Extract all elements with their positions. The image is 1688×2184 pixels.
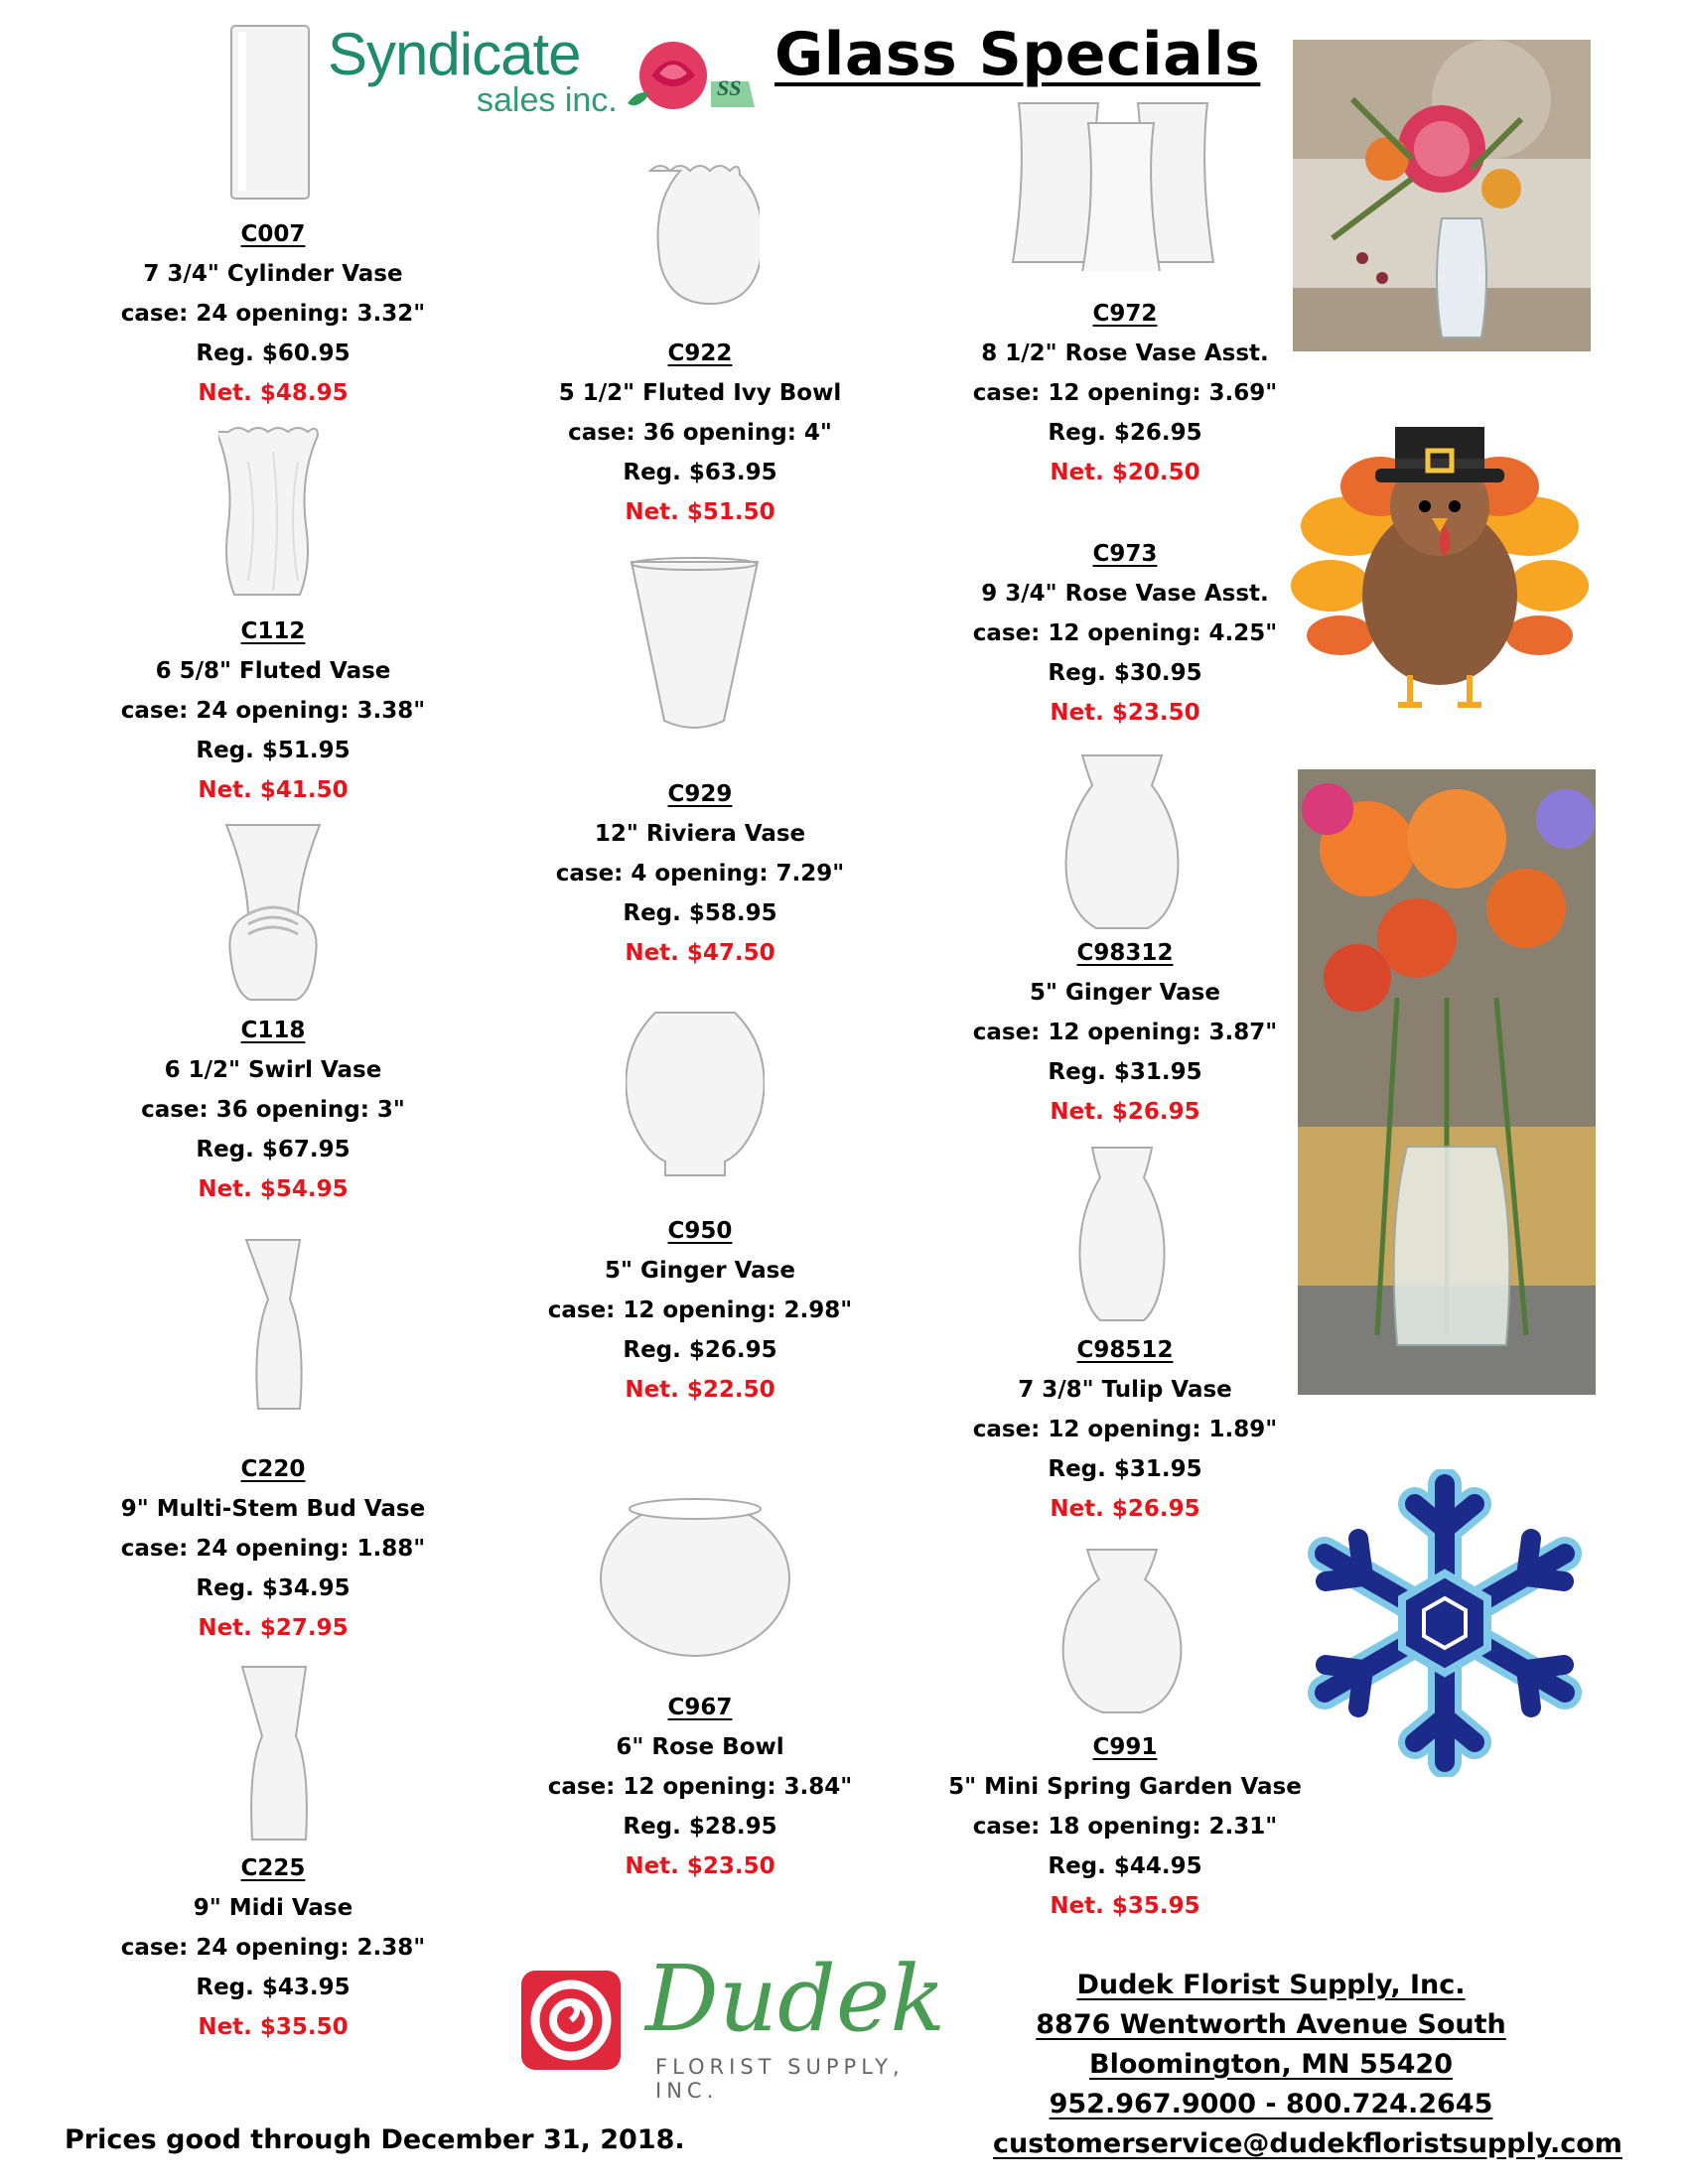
fluted-ivy-bowl-image xyxy=(631,159,760,328)
dudek-logo-sub: FLORIST SUPPLY, INC. xyxy=(655,2055,905,2103)
syndicate-badge: SS xyxy=(717,75,742,100)
product-reg-price: Reg. $44.95 xyxy=(1048,1853,1202,1879)
product-name: 6" Rose Bowl xyxy=(616,1734,784,1760)
product-case: case: 24 opening: 3.38" xyxy=(120,698,426,724)
riviera-vase-image xyxy=(628,556,762,740)
product-name: 6 5/8" Fluted Vase xyxy=(155,658,391,684)
product-case: case: 12 opening: 3.69" xyxy=(972,380,1278,406)
rose-vase-assortment-image xyxy=(1003,97,1221,271)
product-net-price: Net. $22.50 xyxy=(625,1377,775,1403)
product-sku: C225 xyxy=(240,1855,306,1881)
product-c112 xyxy=(65,612,482,810)
product-net-price: Net. $26.95 xyxy=(1050,1496,1200,1522)
page-title: Glass Specials xyxy=(774,20,1261,89)
company-email[interactable]: customerservice@dudekfloristsupply.com xyxy=(993,2128,1622,2159)
product-sku: C950 xyxy=(667,1218,733,1244)
product-c973 xyxy=(916,534,1334,733)
product-c007 xyxy=(65,214,482,413)
product-name: 7 3/4" Cylinder Vase xyxy=(143,261,403,287)
product-name: 7 3/8" Tulip Vase xyxy=(1018,1377,1232,1403)
product-reg-price: Reg. $58.95 xyxy=(623,900,777,926)
company-phones: 952.967.9000 - 800.724.2645 xyxy=(1049,2089,1493,2119)
product-net-price: Net. $54.95 xyxy=(198,1176,349,1202)
product-sku: C922 xyxy=(667,341,733,366)
product-net-price: Net. $20.50 xyxy=(1050,460,1200,485)
dudek-logo-name: Dudek xyxy=(645,1946,946,2052)
product-net-price: Net. $35.95 xyxy=(1050,1893,1200,1919)
product-c922 xyxy=(492,334,909,532)
product-net-price: Net. $27.95 xyxy=(198,1615,349,1641)
autumn-bouquet-photo xyxy=(1293,40,1591,351)
product-c118 xyxy=(65,1011,482,1209)
product-name: 9 3/4" Rose Vase Asst. xyxy=(981,581,1269,607)
product-c225 xyxy=(65,1848,482,2047)
fluted-vase-image xyxy=(218,422,328,606)
company-street: 8876 Wentworth Avenue South xyxy=(1036,2009,1506,2040)
product-name: 9" Midi Vase xyxy=(193,1895,353,1921)
syndicate-brand-sub: sales inc. xyxy=(477,81,618,119)
product-name: 6 1/2" Swirl Vase xyxy=(164,1057,382,1083)
product-sku: C98512 xyxy=(1076,1337,1174,1363)
company-address-block xyxy=(993,1966,1622,2164)
product-reg-price: Reg. $43.95 xyxy=(196,1975,351,2000)
product-case: case: 12 opening: 2.98" xyxy=(547,1297,853,1323)
product-sku: C98312 xyxy=(1076,940,1174,966)
orange-roses-bouquet-photo xyxy=(1298,769,1596,1395)
product-name: 5 1/2" Fluted Ivy Bowl xyxy=(558,380,842,406)
product-case: case: 36 opening: 3" xyxy=(141,1097,405,1123)
company-name: Dudek Florist Supply, Inc. xyxy=(1076,1970,1466,2000)
product-sku: C118 xyxy=(240,1018,306,1043)
multi-stem-bud-vase-image xyxy=(238,1236,308,1425)
product-case: case: 18 opening: 2.31" xyxy=(972,1814,1278,1840)
product-sku: C972 xyxy=(1092,301,1158,327)
company-city: Bloomington, MN 55420 xyxy=(1088,2049,1453,2080)
dudek-logo xyxy=(516,1946,946,2103)
product-case: case: 12 opening: 3.87" xyxy=(972,1020,1278,1045)
product-sku: C112 xyxy=(240,618,306,644)
product-reg-price: Reg. $63.95 xyxy=(623,460,777,485)
product-c950 xyxy=(492,1211,909,1410)
product-reg-price: Reg. $60.95 xyxy=(196,341,351,366)
snowflake-icon xyxy=(1291,1469,1599,1777)
product-name: 9" Multi-Stem Bud Vase xyxy=(120,1496,426,1522)
syndicate-logo xyxy=(328,20,765,119)
product-c972 xyxy=(916,294,1334,492)
product-reg-price: Reg. $34.95 xyxy=(196,1575,351,1601)
product-case: case: 24 opening: 2.38" xyxy=(120,1935,426,1961)
dudek-rose-logo xyxy=(516,1966,626,2075)
product-c98312 xyxy=(916,933,1334,1132)
cylinder-vase-image xyxy=(226,22,316,205)
product-sku: C967 xyxy=(667,1695,733,1720)
product-sku: C991 xyxy=(1092,1734,1158,1760)
product-reg-price: Reg. $67.95 xyxy=(196,1137,351,1162)
product-name: 8 1/2" Rose Vase Asst. xyxy=(981,341,1269,366)
product-c967 xyxy=(492,1688,909,1886)
ginger-vase-c98312-image xyxy=(1062,750,1182,933)
product-sku: C220 xyxy=(240,1456,306,1482)
product-case: case: 4 opening: 7.29" xyxy=(555,861,845,887)
product-c98512 xyxy=(916,1330,1334,1529)
tulip-vase-image xyxy=(1072,1142,1172,1325)
product-reg-price: Reg. $31.95 xyxy=(1048,1456,1202,1482)
midi-vase-image xyxy=(236,1663,312,1846)
product-case: case: 12 opening: 4.25" xyxy=(972,620,1278,646)
product-c991 xyxy=(916,1727,1334,1926)
product-name: 5" Ginger Vase xyxy=(605,1258,795,1284)
product-net-price: Net. $51.50 xyxy=(625,499,775,525)
product-net-price: Net. $23.50 xyxy=(625,1853,775,1879)
product-net-price: Net. $47.50 xyxy=(625,940,775,966)
product-net-price: Net. $35.50 xyxy=(198,2014,349,2040)
product-name: 5" Mini Spring Garden Vase xyxy=(948,1774,1302,1800)
product-reg-price: Reg. $30.95 xyxy=(1048,660,1202,686)
product-net-price: Net. $26.95 xyxy=(1050,1099,1200,1125)
ginger-vase-c950-image xyxy=(626,1003,765,1181)
product-reg-price: Reg. $31.95 xyxy=(1048,1059,1202,1085)
product-sku: C929 xyxy=(667,781,733,807)
mini-spring-garden-vase-image xyxy=(1057,1544,1187,1717)
product-name: 12" Riviera Vase xyxy=(594,821,806,847)
product-c929 xyxy=(492,774,909,973)
product-reg-price: Reg. $28.95 xyxy=(623,1814,777,1840)
product-net-price: Net. $41.50 xyxy=(198,777,349,803)
product-net-price: Net. $23.50 xyxy=(1050,700,1200,726)
rose-bowl-image xyxy=(596,1489,794,1658)
syndicate-brand-name: Syndicate xyxy=(328,21,581,87)
product-net-price: Net. $48.95 xyxy=(198,380,349,406)
product-reg-price: Reg. $26.95 xyxy=(1048,420,1202,446)
turkey-pilgrim-hat-image xyxy=(1291,407,1589,715)
product-reg-price: Reg. $51.95 xyxy=(196,738,351,763)
syndicate-rose-icon xyxy=(626,30,765,119)
product-case: case: 24 opening: 3.32" xyxy=(120,301,426,327)
product-c220 xyxy=(65,1449,482,1648)
product-sku: C007 xyxy=(240,221,306,247)
product-case: case: 12 opening: 1.89" xyxy=(972,1417,1278,1442)
product-name: 5" Ginger Vase xyxy=(1030,980,1220,1006)
product-reg-price: Reg. $26.95 xyxy=(623,1337,777,1363)
product-case: case: 36 opening: 4" xyxy=(568,420,832,446)
price-validity-note: Prices good through December 31, 2018. xyxy=(65,2124,685,2155)
product-case: case: 24 opening: 1.88" xyxy=(120,1536,426,1562)
product-case: case: 12 opening: 3.84" xyxy=(547,1774,853,1800)
swirl-vase-image xyxy=(218,819,328,1003)
product-sku: C973 xyxy=(1092,541,1158,567)
